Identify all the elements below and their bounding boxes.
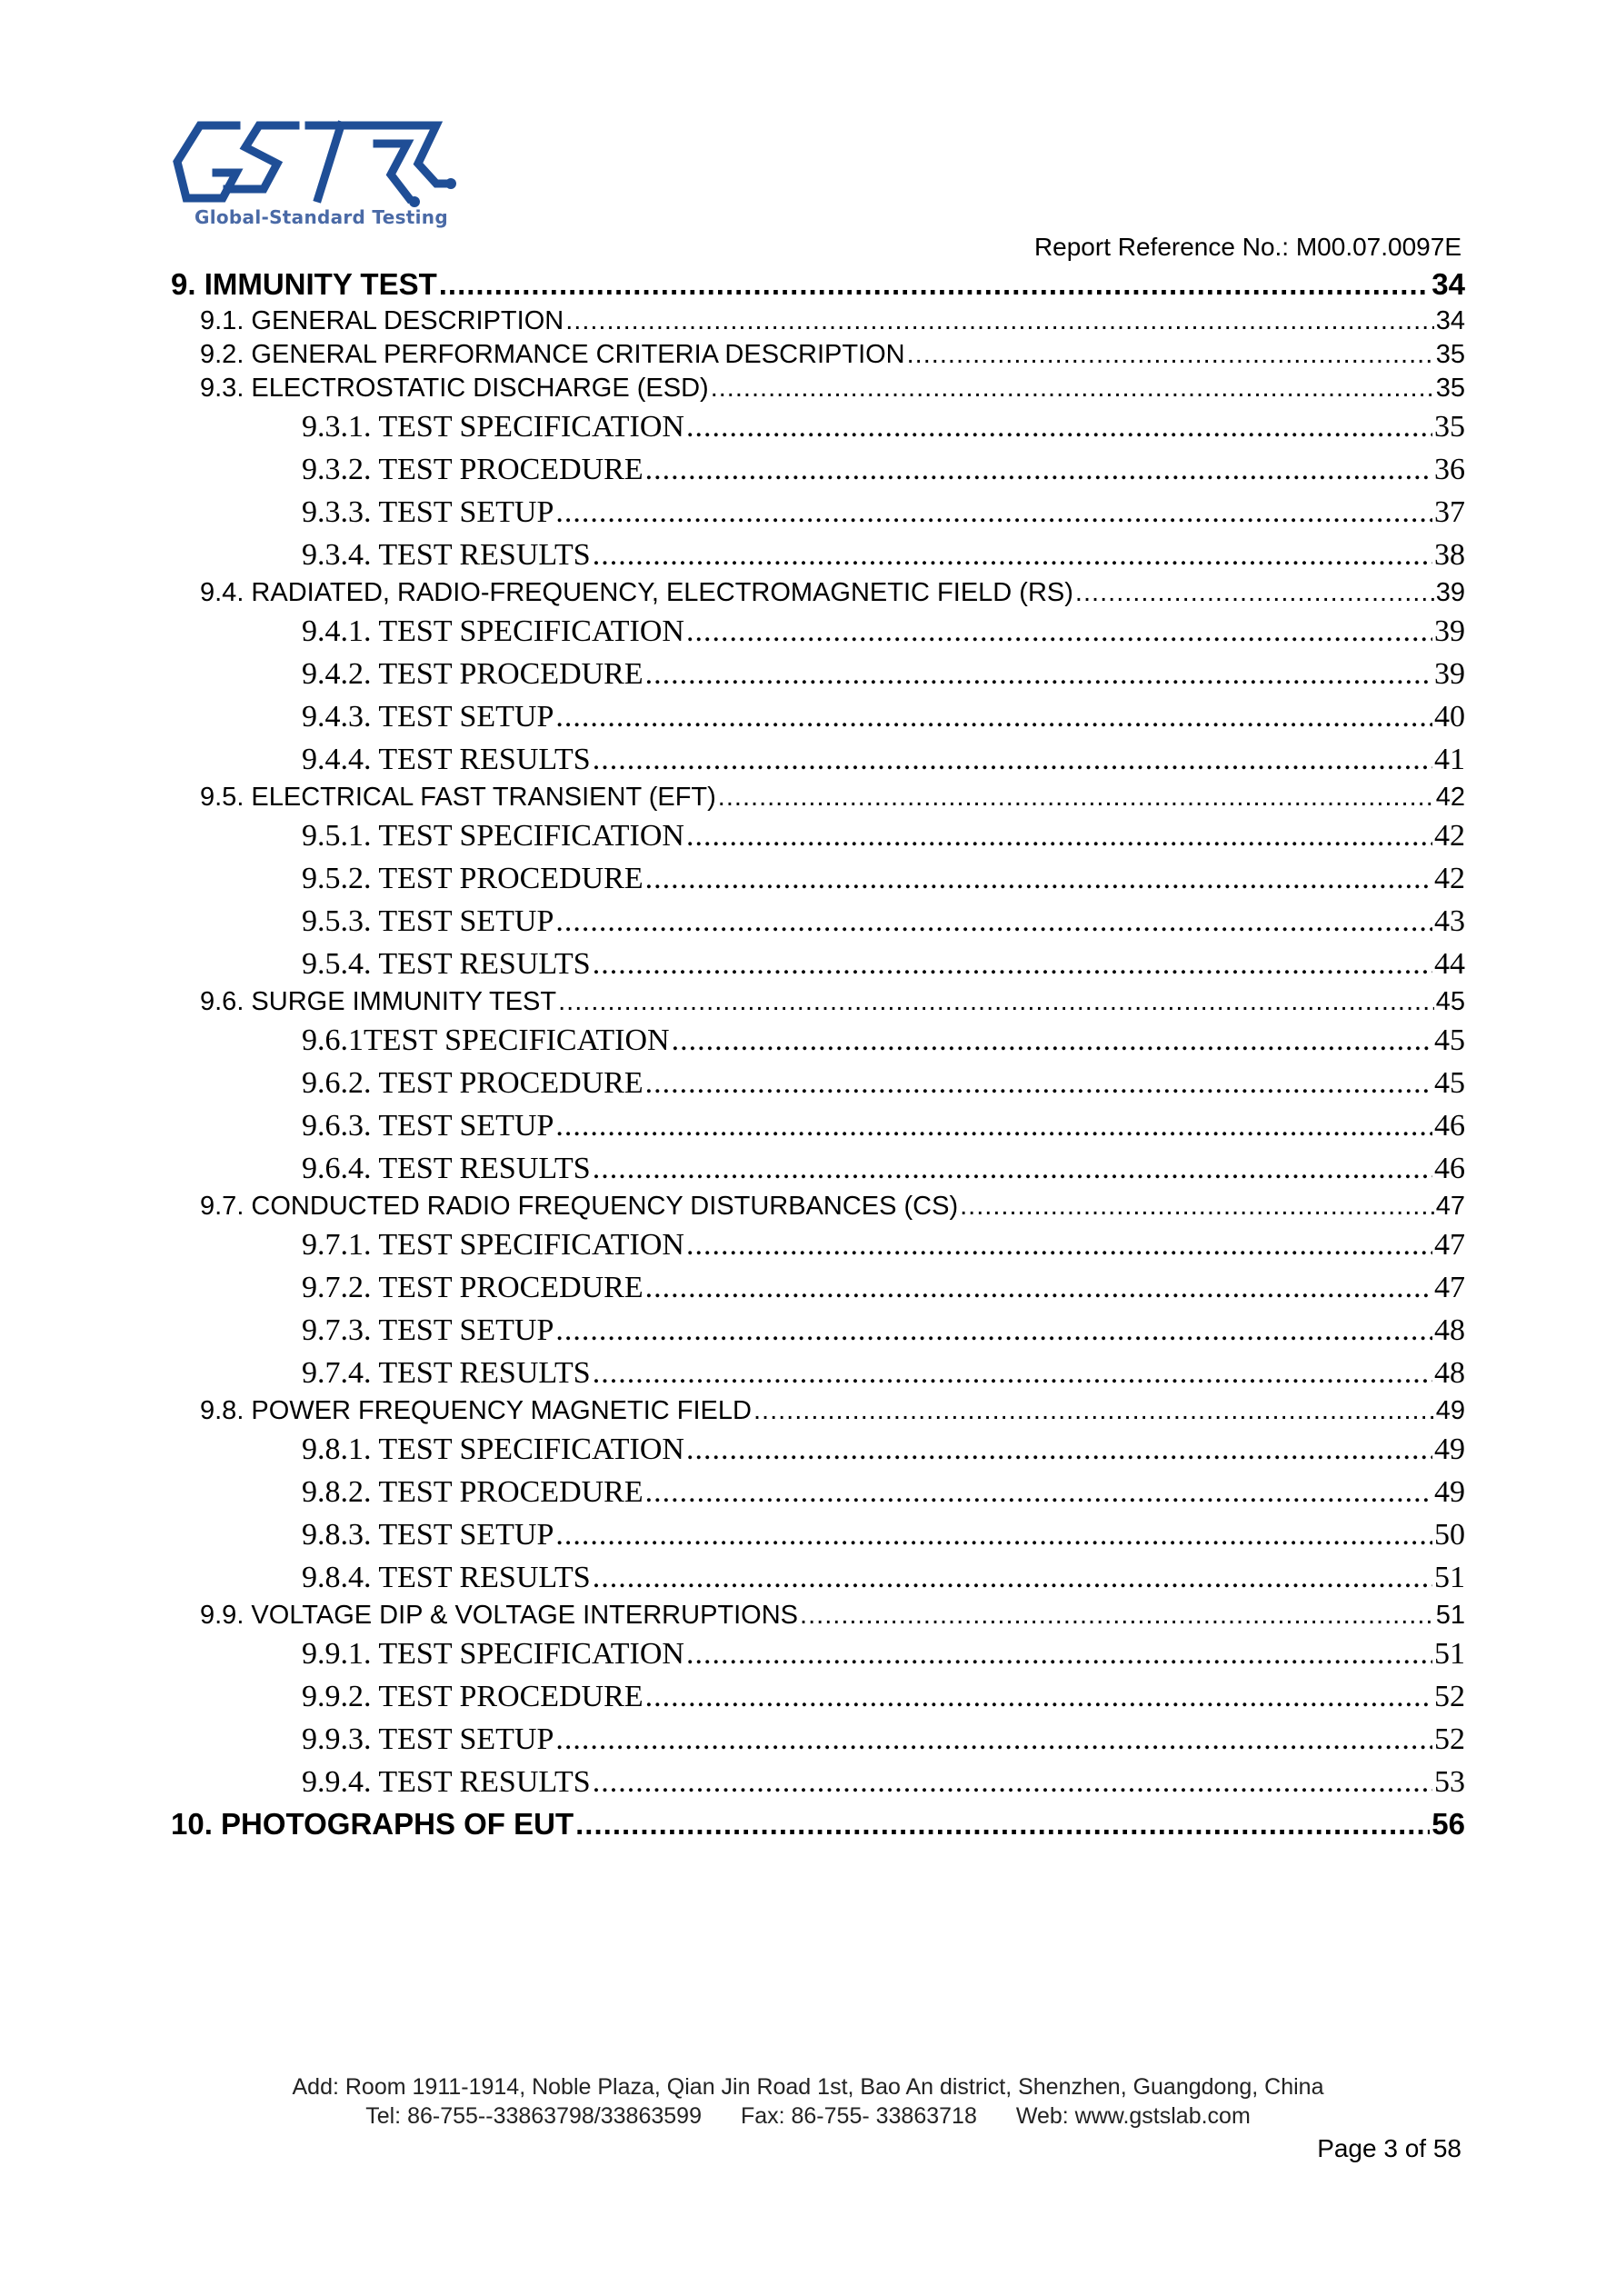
toc-leader-dots xyxy=(593,738,1432,781)
toc-entry[interactable] xyxy=(171,943,1465,985)
toc-leader-dots xyxy=(645,448,1432,491)
toc-leader-dots xyxy=(645,1675,1432,1718)
toc-entry-page: 45 xyxy=(1435,987,1465,1016)
toc-entry-title: 9.4.3. TEST SETUP xyxy=(302,700,554,734)
toc-leader-dots xyxy=(593,1352,1432,1394)
toc-leader-dots xyxy=(439,264,1431,304)
toc-entry[interactable] xyxy=(171,1147,1465,1190)
toc-entry-page: 47 xyxy=(1435,1192,1465,1221)
toc-entry[interactable] xyxy=(171,781,1465,814)
toc-entry-title: 9.7. CONDUCTED RADIO FREQUENCY DISTURBANCES (CS) xyxy=(200,1192,959,1221)
report-reference: Report Reference No.: M00.07.0097E xyxy=(1033,233,1461,261)
toc-entry-title: 9.8.4. TEST RESULTS xyxy=(302,1561,591,1594)
toc-entry-title: 9. IMMUNITY TEST xyxy=(171,267,437,301)
toc-entry-page: 46 xyxy=(1434,1152,1465,1185)
toc-entry-title: 9.6.3. TEST SETUP xyxy=(302,1109,554,1143)
toc-leader-dots xyxy=(686,610,1432,653)
toc-entry[interactable] xyxy=(171,1309,1465,1352)
toc-leader-dots xyxy=(686,1223,1432,1266)
toc-entry-title: 9.9.4. TEST RESULTS xyxy=(302,1765,591,1799)
toc-entry-page: 50 xyxy=(1434,1518,1465,1552)
toc-leader-dots xyxy=(555,900,1432,943)
logo-text: Global-Standard Testing xyxy=(195,206,448,228)
toc-entry[interactable] xyxy=(171,1352,1465,1394)
toc-leader-dots xyxy=(686,1632,1432,1675)
toc-leader-dots xyxy=(575,1803,1430,1844)
toc-leader-dots xyxy=(593,1147,1432,1190)
toc-entry-page: 44 xyxy=(1434,947,1465,981)
toc-leader-dots xyxy=(718,781,1434,814)
toc-leader-dots xyxy=(686,405,1432,448)
footer-web: Web: www.gstslab.com xyxy=(1015,2103,1251,2129)
toc-entry-title: 9.4.1. TEST SPECIFICATION xyxy=(302,614,684,648)
toc-entry[interactable] xyxy=(171,491,1465,534)
toc-entry-title: 9.3. ELECTROSTATIC DISCHARGE (ESD) xyxy=(200,374,709,403)
toc-entry[interactable] xyxy=(171,1394,1465,1428)
toc-entry-page: 38 xyxy=(1434,538,1465,572)
toc-entry[interactable] xyxy=(171,900,1465,943)
toc-entry-page: 46 xyxy=(1434,1109,1465,1143)
toc-entry[interactable] xyxy=(171,1471,1465,1513)
toc-entry-page: 45 xyxy=(1434,1023,1465,1057)
toc-leader-dots xyxy=(645,1471,1432,1513)
toc-entry-title: 9.6.1TEST SPECIFICATION xyxy=(302,1023,670,1057)
toc-entry[interactable] xyxy=(171,1599,1465,1632)
toc-entry-page: 34 xyxy=(1435,306,1465,335)
toc-entry[interactable] xyxy=(171,985,1465,1019)
toc-entry-page: 36 xyxy=(1434,453,1465,486)
toc-entry-title: 9.9. VOLTAGE DIP & VOLTAGE INTERRUPTIONS xyxy=(200,1601,799,1630)
toc-entry-title: 9.5.4. TEST RESULTS xyxy=(302,947,591,981)
toc-entry-title: 9.6. SURGE IMMUNITY TEST xyxy=(200,987,557,1016)
toc-leader-dots xyxy=(593,1556,1432,1599)
toc-entry-title: 9.4.2. TEST PROCEDURE xyxy=(302,657,643,691)
toc-leader-dots xyxy=(555,1718,1432,1761)
toc-entry-title: 9.3.3. TEST SETUP xyxy=(302,495,554,529)
toc-entry-page: 34 xyxy=(1431,267,1465,301)
footer-tel: Tel: 86-755--33863798/33863599 xyxy=(365,2103,702,2129)
toc-entry[interactable] xyxy=(171,857,1465,900)
toc-entry[interactable] xyxy=(171,338,1465,372)
toc-entry-title: 9.2. GENERAL PERFORMANCE CRITERIA DESCRIPTION xyxy=(200,340,905,369)
toc-entry[interactable] xyxy=(171,1062,1465,1104)
toc-leader-dots xyxy=(711,372,1434,405)
toc-entry-title: 9.9.2. TEST PROCEDURE xyxy=(302,1680,643,1713)
toc-leader-dots xyxy=(960,1190,1434,1223)
toc-entry-title: 9.9.3. TEST SETUP xyxy=(302,1722,554,1756)
toc-entry-page: 51 xyxy=(1434,1561,1465,1594)
toc-leader-dots xyxy=(555,1309,1432,1352)
toc-entry[interactable] xyxy=(171,448,1465,491)
toc-entry[interactable] xyxy=(171,264,1465,304)
toc-leader-dots xyxy=(555,1104,1432,1147)
toc-entry-page: 56 xyxy=(1431,1807,1465,1841)
toc-leader-dots xyxy=(593,943,1432,985)
toc-entry-title: 9.8.3. TEST SETUP xyxy=(302,1518,554,1552)
toc-leader-dots xyxy=(672,1019,1432,1062)
toc-leader-dots xyxy=(645,1266,1432,1309)
toc-entry-page: 39 xyxy=(1434,614,1465,648)
footer-contact xyxy=(0,2103,1616,2130)
page-number: Page 3 of 58 xyxy=(1317,2134,1461,2162)
toc-entry-page: 35 xyxy=(1435,374,1465,403)
toc-entry-title: 9.7.4. TEST RESULTS xyxy=(302,1356,591,1390)
toc-entry-page: 49 xyxy=(1434,1475,1465,1509)
toc-entry-page: 52 xyxy=(1434,1680,1465,1713)
toc-leader-dots xyxy=(555,1513,1432,1556)
toc-entry-page: 48 xyxy=(1434,1356,1465,1390)
toc-entry-title: 9.3.2. TEST PROCEDURE xyxy=(302,453,643,486)
toc-entry[interactable] xyxy=(171,1104,1465,1147)
toc-entry-page: 39 xyxy=(1435,578,1465,607)
toc-entry-page: 37 xyxy=(1434,495,1465,529)
toc-entry[interactable] xyxy=(171,304,1465,338)
toc-entry-page: 48 xyxy=(1434,1313,1465,1347)
toc-entry-title: 9.3.1. TEST SPECIFICATION xyxy=(302,410,684,444)
toc-entry-page: 43 xyxy=(1434,904,1465,938)
toc-entry-title: 9.7.3. TEST SETUP xyxy=(302,1313,554,1347)
toc-entry-page: 47 xyxy=(1434,1228,1465,1262)
toc-entry[interactable] xyxy=(171,405,1465,448)
toc-entry-title: 9.9.1. TEST SPECIFICATION xyxy=(302,1637,684,1671)
toc-entry-title: 9.8.1. TEST SPECIFICATION xyxy=(302,1433,684,1466)
toc-entry-title: 9.4. RADIATED, RADIO-FREQUENCY, ELECTROMAGNETIC FIELD (RS) xyxy=(200,578,1073,607)
toc-entry[interactable] xyxy=(171,372,1465,405)
toc-entry-title: 9.4.4. TEST RESULTS xyxy=(302,743,591,776)
toc-entry-page: 39 xyxy=(1434,657,1465,691)
toc-entry[interactable] xyxy=(171,1803,1465,1844)
toc-entry-title: 9.6.4. TEST RESULTS xyxy=(302,1152,591,1185)
toc-entry-page: 42 xyxy=(1435,783,1465,812)
toc-leader-dots xyxy=(645,1062,1432,1104)
toc-entry-title: 9.5.1. TEST SPECIFICATION xyxy=(302,819,684,853)
toc-leader-dots xyxy=(558,985,1434,1019)
toc-leader-dots xyxy=(593,534,1432,576)
toc-entry-title: 9.7.1. TEST SPECIFICATION xyxy=(302,1228,684,1262)
toc-entry[interactable] xyxy=(171,1019,1465,1062)
toc-entry[interactable] xyxy=(171,1718,1465,1761)
footer-fax: Fax: 86-755- 33863718 xyxy=(740,2103,977,2129)
toc-entry[interactable] xyxy=(171,1223,1465,1266)
toc-entry[interactable] xyxy=(171,1632,1465,1675)
toc-entry-page: 47 xyxy=(1434,1271,1465,1304)
toc-entry-page: 41 xyxy=(1434,743,1465,776)
toc-entry[interactable] xyxy=(171,1513,1465,1556)
toc-entry-page: 51 xyxy=(1435,1601,1465,1630)
toc-entry-page: 42 xyxy=(1434,862,1465,895)
toc-entry[interactable] xyxy=(171,534,1465,576)
toc-entry-page: 35 xyxy=(1434,410,1465,444)
toc-entry-title: 9.5.3. TEST SETUP xyxy=(302,904,554,938)
toc-entry-page: 51 xyxy=(1434,1637,1465,1671)
toc-leader-dots xyxy=(753,1394,1434,1428)
toc-entry[interactable] xyxy=(171,610,1465,653)
toc-leader-dots xyxy=(800,1599,1434,1632)
toc-entry-title: 9.1. GENERAL DESCRIPTION xyxy=(200,306,564,335)
toc-entry-page: 52 xyxy=(1434,1722,1465,1756)
toc-leader-dots xyxy=(565,304,1434,338)
toc-entry-title: 9.3.4. TEST RESULTS xyxy=(302,538,591,572)
toc-entry[interactable] xyxy=(171,1675,1465,1718)
toc-entry-title: 10. PHOTOGRAPHS OF EUT xyxy=(171,1807,574,1841)
toc-entry[interactable] xyxy=(171,1190,1465,1223)
toc-entry-title: 9.8. POWER FREQUENCY MAGNETIC FIELD xyxy=(200,1396,752,1425)
toc-entry[interactable] xyxy=(171,653,1465,695)
toc-entry-page: 49 xyxy=(1435,1396,1465,1425)
toc-leader-dots xyxy=(686,814,1432,857)
toc-entry-page: 49 xyxy=(1434,1433,1465,1466)
toc-entry[interactable] xyxy=(171,1266,1465,1309)
toc-entry-title: 9.7.2. TEST PROCEDURE xyxy=(302,1271,643,1304)
table-of-contents xyxy=(171,264,1465,1844)
toc-entry[interactable] xyxy=(171,814,1465,857)
toc-leader-dots xyxy=(907,338,1434,372)
toc-entry[interactable] xyxy=(171,695,1465,738)
toc-entry-page: 45 xyxy=(1434,1066,1465,1100)
toc-entry-page: 53 xyxy=(1434,1765,1465,1799)
toc-entry-page: 35 xyxy=(1435,340,1465,369)
toc-leader-dots xyxy=(645,653,1432,695)
toc-leader-dots xyxy=(593,1761,1432,1803)
toc-leader-dots xyxy=(686,1428,1432,1471)
toc-entry-page: 42 xyxy=(1434,819,1465,853)
toc-entry[interactable] xyxy=(171,738,1465,781)
toc-entry-title: 9.5.2. TEST PROCEDURE xyxy=(302,862,643,895)
toc-entry-title: 9.8.2. TEST PROCEDURE xyxy=(302,1475,643,1509)
toc-entry[interactable] xyxy=(171,1761,1465,1803)
toc-entry-title: 9.6.2. TEST PROCEDURE xyxy=(302,1066,643,1100)
toc-entry-title: 9.5. ELECTRICAL FAST TRANSIENT (EFT) xyxy=(200,783,716,812)
toc-entry[interactable] xyxy=(171,1428,1465,1471)
toc-leader-dots xyxy=(1075,576,1434,610)
toc-entry-page: 40 xyxy=(1434,700,1465,734)
footer-address: Add: Room 1911-1914, Noble Plaza, Qian Jin Road 1st, Bao An district, Shenzhen, Guangdong, China xyxy=(292,2074,1324,2100)
toc-entry[interactable] xyxy=(171,576,1465,610)
toc-leader-dots xyxy=(645,857,1432,900)
toc-entry[interactable] xyxy=(171,1556,1465,1599)
toc-leader-dots xyxy=(555,695,1432,738)
toc-leader-dots xyxy=(555,491,1432,534)
